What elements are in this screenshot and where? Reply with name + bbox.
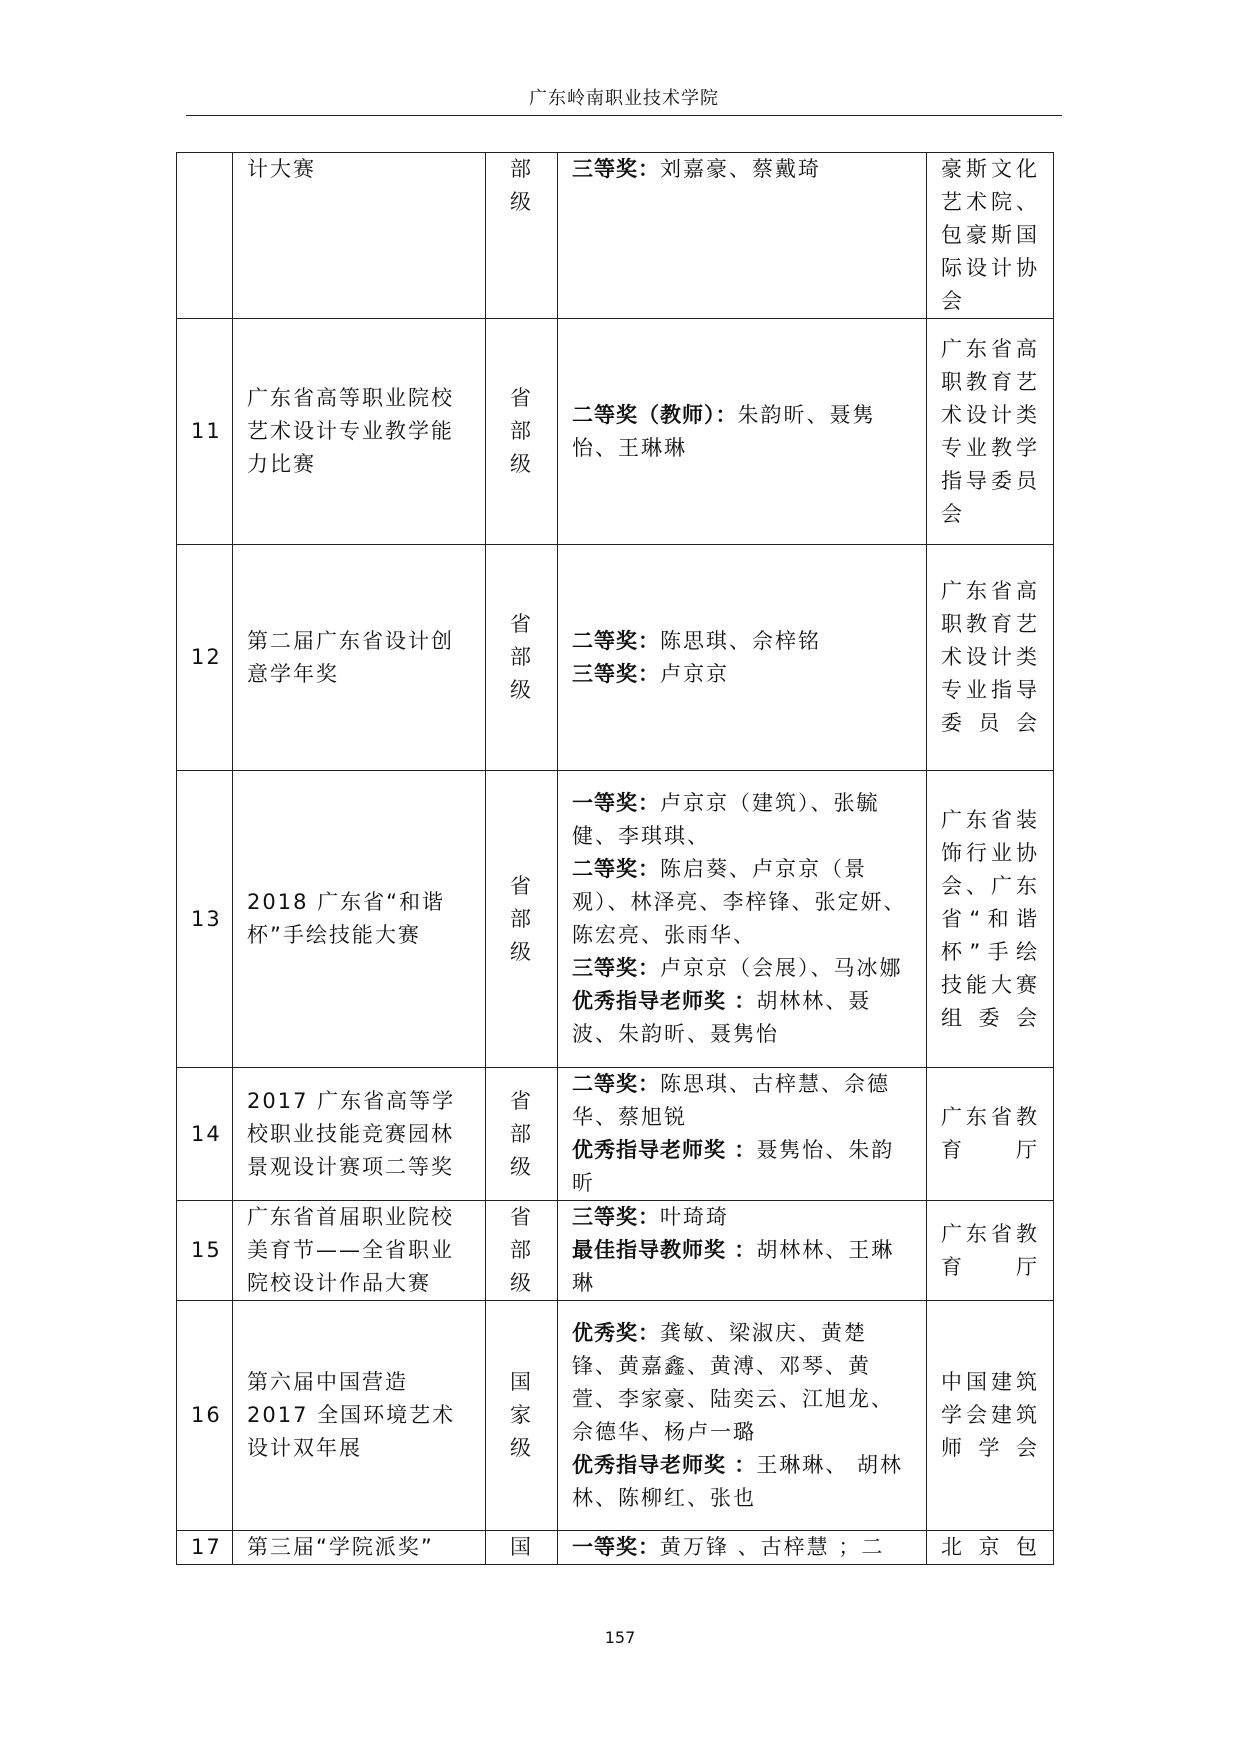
row-number: 17 <box>177 1531 233 1565</box>
organizer: 广东省高职教育艺术设计类专业教学指导委员会 <box>927 319 1054 545</box>
award-winners: 陈思琪、古梓慧、佘德华、蔡旭锐 <box>572 1072 890 1129</box>
award-winners: 卢京京（建筑）、张毓健、李琪琪、 <box>572 791 880 848</box>
award-winners: 胡林林、聂波、朱韵昕、聂隽怡 <box>572 989 872 1046</box>
table-row <box>177 771 1054 1068</box>
award-label: 三等奖： <box>572 1205 660 1229</box>
award-details <box>558 1068 927 1201</box>
award-label: 二等奖： <box>572 1072 660 1096</box>
award-label: 二等奖（教师）： <box>572 402 738 427</box>
row-number: 12 <box>177 545 233 771</box>
award-label: 优秀指导老师奖 ： <box>572 989 757 1013</box>
organizer: 广东省装饰行业协会、广东省“和谐杯”手绘技能大赛组委会 <box>927 771 1054 1068</box>
table-row <box>177 1201 1054 1301</box>
competition-name: 2017 广东省高等学校职业技能竞赛园林景观设计赛项二等奖 <box>233 1068 486 1201</box>
organizer: 北京包 <box>927 1531 1054 1565</box>
award-winners: 卢京京（会展）、马冰娜 <box>660 956 903 980</box>
award-details <box>558 1531 927 1565</box>
award-winners: 陈启葵、卢京京（景观）、林泽亮、李梓锋、张定妍、陈宏亮、张雨华、 <box>572 857 907 947</box>
header-divider <box>186 115 1062 116</box>
organizer: 广东省教育厅 <box>927 1201 1054 1301</box>
award-label: 一等奖： <box>572 1535 660 1559</box>
award-details <box>558 1201 927 1301</box>
award-line <box>572 1068 912 1134</box>
organizer: 豪斯文化艺术院、包豪斯国际设计协会 <box>927 153 1054 319</box>
table-row <box>177 1531 1054 1565</box>
award-label: 最佳指导教师奖 ： <box>572 1238 757 1262</box>
page-number: 157 <box>604 1628 636 1647</box>
table-row <box>177 545 1054 771</box>
competition-name: 第三届“学院派奖” <box>233 1531 486 1565</box>
competition-name: 计大赛 <box>233 153 486 319</box>
award-winners: 胡林林、王琳琳 <box>572 1238 895 1295</box>
awards-table <box>176 152 1054 1565</box>
award-details <box>558 319 927 545</box>
award-line <box>572 1234 912 1300</box>
row-number: 15 <box>177 1201 233 1301</box>
award-details <box>558 545 927 771</box>
award-winners: 聂隽怡、朱韵昕 <box>572 1138 895 1195</box>
award-line <box>572 1531 912 1564</box>
award-winners: 龚敏、梁淑庆、黄楚锋、黄嘉鑫、黄溥、邓琴、黄萱、李家豪、陆奕云、江旭龙、佘德华、杨卢一璐 <box>572 1320 894 1444</box>
award-line <box>572 1317 912 1449</box>
row-number <box>177 153 233 319</box>
award-label: 二等奖： <box>572 857 660 881</box>
award-level: 国 <box>486 1531 558 1565</box>
competition-name: 广东省高等职业院校艺术设计专业教学能力比赛 <box>233 319 486 545</box>
award-line <box>572 853 912 952</box>
award-line <box>572 1134 912 1200</box>
award-details <box>558 1301 927 1531</box>
award-winners: 黄万锋 、古梓慧 ；二 <box>660 1535 885 1559</box>
award-winners: 叶琦琦 <box>660 1205 729 1229</box>
competition-name: 广东省首届职业院校美育节——全省职业院校设计作品大赛 <box>233 1201 486 1301</box>
award-line <box>572 1449 912 1515</box>
award-label: 优秀指导老师奖 ： <box>572 1452 757 1477</box>
award-line <box>572 153 912 186</box>
award-line <box>572 399 912 465</box>
award-label: 优秀奖： <box>572 1320 660 1345</box>
award-level: 省部级 <box>486 319 558 545</box>
table-row <box>177 1301 1054 1531</box>
competition-name: 第六届中国营造 2017 全国环境艺术设计双年展 <box>233 1301 486 1531</box>
row-number: 11 <box>177 319 233 545</box>
table-row <box>177 153 1054 319</box>
award-line <box>572 787 912 853</box>
row-number: 16 <box>177 1301 233 1531</box>
award-level: 国家级 <box>486 1301 558 1531</box>
competition-name: 第二届广东省设计创意学年奖 <box>233 545 486 771</box>
award-winners: 朱韵昕、聂隽怡、王琳琳 <box>572 402 876 460</box>
award-label: 优秀指导老师奖 ： <box>572 1138 757 1162</box>
award-level: 省部级 <box>486 1068 558 1201</box>
award-details <box>558 153 927 319</box>
award-label: 三等奖： <box>572 157 660 181</box>
page-header-title: 广东岭南职业技术学院 <box>529 88 719 109</box>
organizer: 广东省教育厅 <box>927 1068 1054 1201</box>
award-winners: 卢京京 <box>660 661 729 686</box>
award-level: 省部级 <box>486 771 558 1068</box>
table-row <box>177 319 1054 545</box>
row-number: 14 <box>177 1068 233 1201</box>
award-winners: 王琳琳、 胡林林、陈柳红、张也 <box>572 1452 903 1510</box>
table-row <box>177 1068 1054 1201</box>
award-line <box>572 1201 912 1234</box>
award-details <box>558 771 927 1068</box>
competition-name: 2018 广东省“和谐杯”手绘技能大赛 <box>233 771 486 1068</box>
row-number: 13 <box>177 771 233 1068</box>
award-level: 省部级 <box>486 1201 558 1301</box>
award-line <box>572 625 912 658</box>
award-label: 三等奖： <box>572 956 660 980</box>
award-label: 二等奖： <box>572 628 660 653</box>
award-level: 部级 <box>486 153 558 319</box>
award-level: 省部级 <box>486 545 558 771</box>
award-winners: 刘嘉豪、蔡戴琦 <box>660 157 821 181</box>
award-line <box>572 952 912 985</box>
award-line <box>572 658 912 691</box>
organizer: 广东省高职教育艺术设计类专业指导委员会 <box>927 545 1054 771</box>
award-line <box>572 985 912 1051</box>
organizer: 中国建筑学会建筑师学会 <box>927 1301 1054 1531</box>
award-label: 三等奖： <box>572 661 660 686</box>
award-label: 一等奖： <box>572 791 660 815</box>
award-winners: 陈思琪、佘梓铭 <box>660 628 821 653</box>
